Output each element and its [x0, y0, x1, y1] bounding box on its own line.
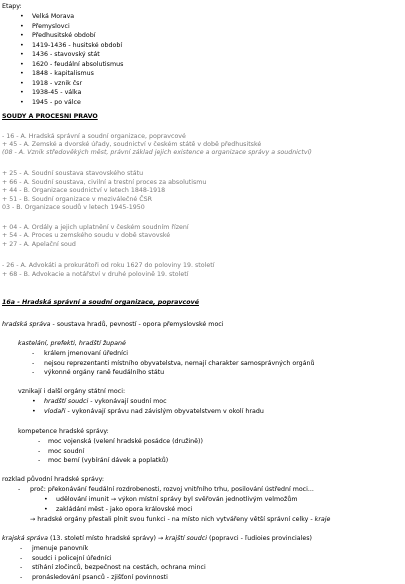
etapy-item: • Předhusitské období	[32, 32, 96, 40]
officials-heading: kastelání, prefekti, hradští župané	[18, 340, 126, 347]
vznik-item-rest: - vykonávají soudní moc	[88, 398, 167, 405]
rozklad-line: rozklad původní hradské správy:	[2, 476, 105, 483]
vznik-item	[44, 398, 167, 406]
krajska-term2: krajští soudci	[165, 535, 207, 542]
vznik-item	[44, 408, 264, 416]
arrow-line	[30, 516, 330, 524]
vznik-item-term: vlodaři	[44, 407, 66, 415]
soudy-item: + 45 - A. Zemské a dvorské úřady, soudnictví v českém státě v době předhusitské	[2, 141, 262, 148]
soudy-item: + 04 - A. Ordály a jejich uplatnění v českém soudním řízení	[2, 224, 189, 231]
etapy-item: • 1945 - po válce	[32, 99, 81, 107]
soudy-item: + 68 - B. Advokacie a notářství v druhé polovině 19. století	[2, 271, 189, 278]
soudy-item: (08 - A. Vznik středověkých měst, právní základ jejich existence a organizace správy a soudnictví)	[2, 149, 312, 156]
proc-line: - proč: překonávání feudální rozdrobenosti, rozvoj vnitřního trhu, posilování ústřední moci...	[30, 486, 314, 494]
hradska-line	[2, 321, 224, 329]
krajska-end: (popravci - ľudioies provinciales)	[206, 535, 313, 542]
officials-item: - výkonné orgány raně feudálního státu	[44, 369, 164, 377]
kompetence-item: - moc vojenská (velení hradské posádce (družině))	[48, 438, 203, 446]
vznik-item-term: hradští soudci	[44, 398, 89, 405]
hradska-rest: - soustava hradů, pevností - opora přemyslovské moci	[50, 321, 224, 328]
soudy-item: + 25 - A. Soudní soustava stavovského státu	[2, 170, 144, 177]
soudy-heading: SOUDY A PROCESNI PRAVO	[2, 113, 98, 120]
kompetence-item: - moc berní (vybírání dávek a poplatků)	[48, 457, 168, 465]
soudy-item: + 66 - A. Soudní soustava, civilní a trestní proces za absolutismu	[2, 179, 207, 186]
soudy-item: 03 - B. Organizace soudů v letech 1945-1950	[2, 204, 145, 211]
krajska-item: - jmenuje panovník	[32, 545, 88, 553]
vznik-item-rest: - vykonávají správu nad závislým obyvatelstvem v okolí hradu	[65, 407, 264, 415]
arrow-line-text: → hradské orgány přestali plnit svou funkci - na místo nich vytvářeny větší správní celky -	[30, 516, 315, 523]
soudy-item: - 26 - A. Advokáti a prokurátoři od roku 1627 do poloviny 19. století	[2, 262, 215, 269]
vznik-line: vznikají i další orgány státní moci:	[18, 388, 126, 395]
soudy-item: + 44 - B. Organizace soudnictví v letech 1848-1918	[2, 187, 166, 194]
etapy-item: • 1620 - feudální absolutismus	[32, 61, 123, 69]
soudy-item: - 16 - A. Hradská správní a soudní organizace, popravcové	[2, 133, 186, 140]
soudy-item: + 54 - A. Proces u zemského soudu v době stavovské	[2, 232, 171, 239]
krajska-item: - stíhání zločinců, bezpečnost na cestách, ochrana minci	[32, 564, 206, 572]
kompetence-item: - moc soudní	[48, 448, 84, 456]
krajska-item: - soudci i policejní úředníci	[32, 555, 112, 563]
proc-item: • zakládání měst - jako opora královské moci	[56, 506, 192, 514]
hradska-term: hradská správa	[2, 321, 51, 328]
krajska-item: - pronásledování psanců - zjišťoní povinnosti	[32, 574, 168, 582]
krajska-mid: (13. století místo hradské správy) →	[47, 535, 166, 542]
etapy-heading: Etapy:	[2, 3, 22, 10]
officials-item: - nejsou reprezentanti místního obyvatelstva, nemají charakter samosprávných orgánů	[44, 360, 315, 368]
etapy-item: • 1419-1436 - husitské období	[32, 42, 122, 50]
soudy-item: + 27 - A. Apelační soud	[2, 241, 76, 248]
etapy-item: • 1848 - kapitalismus	[32, 70, 94, 78]
krajska-term: krajská správa	[2, 535, 48, 542]
arrow-line-kraje: kraje	[314, 516, 331, 523]
kompetence-line: kompetence hradské správy:	[18, 428, 109, 435]
etapy-item: • 1918 - vznik čsr	[32, 80, 82, 88]
etapy-item: • Přemyslovci	[32, 23, 70, 31]
section-heading: 16a - Hradská správní a soudní organizace, popravcové	[2, 299, 199, 306]
etapy-item: • Velká Morava	[32, 13, 74, 21]
etapy-item: • 1938-45 - válka	[32, 89, 81, 97]
proc-item: • udělování imunit → výkon místní správy byl svěřován jednotlivým velmožům	[56, 496, 297, 504]
etapy-item: • 1436 - stavovský stát	[32, 51, 100, 59]
soudy-item: + 51 - B. Soudní organizace v meziválečné ČSR	[2, 196, 152, 203]
krajska-line	[2, 535, 312, 543]
officials-item: - králem jmenovaní úředníci	[44, 350, 128, 358]
